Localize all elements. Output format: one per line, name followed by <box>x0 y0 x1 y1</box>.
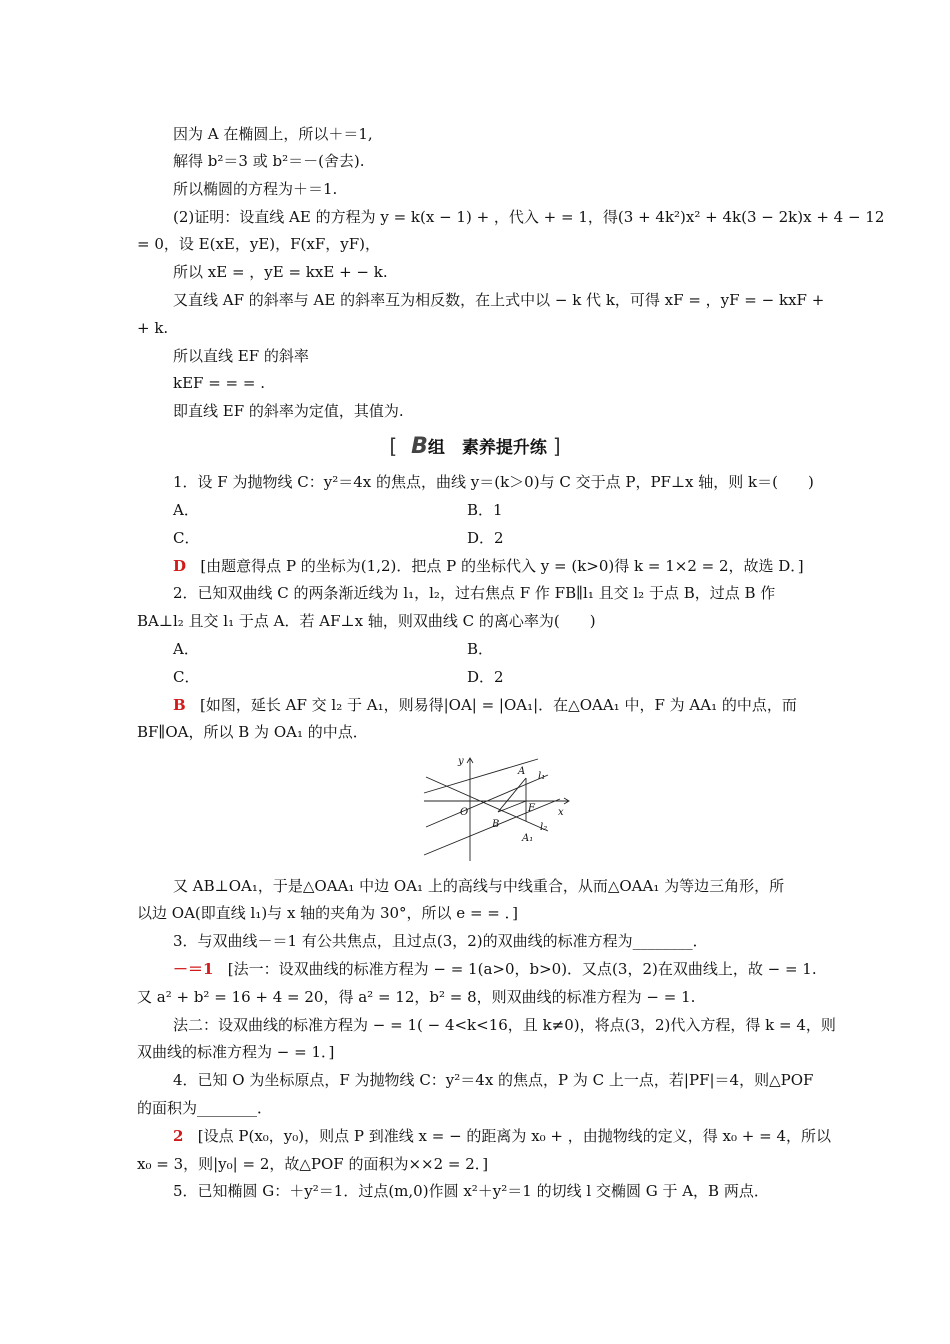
q2-option-b: B． <box>467 640 494 658</box>
q2-option-d: D．2 <box>467 668 504 686</box>
question-5-stem: 5．已知椭圆 G：＋y²＝1．过点(m,0)作圆 x²＋y²＝1 的切线 l 交椭圆 G 于 A，B 两点． <box>173 1182 769 1200</box>
q1-answer: D <box>173 557 187 575</box>
text-line: = 0，设 E(xE，yE)，F(xF，yF)， <box>137 235 380 253</box>
text-line: 因为 A 在椭圆上，所以＋＝1, <box>173 125 373 143</box>
q3-explanation: 又 a² + b² = 16 + 4 = 20，得 a² = 12，b² = 8，则双曲线的标准方程为 − = 1. <box>137 988 696 1006</box>
q2-option-a: A． <box>173 640 199 658</box>
q3-explanation: 法二：设双曲线的标准方程为 − = 1( − 4<k<16，且 k≠0)，将点(3，2)代入方程，得 k = 4，则 <box>173 1016 836 1034</box>
question-4-stem: 4．已知 O 为坐标原点，F 为抛物线 C：y²＝4x 的焦点，P 为 C 上一点，若|PF|＝4，则△POF <box>173 1071 814 1089</box>
text-line: kEF = = = . <box>173 374 265 392</box>
q1-solution <box>173 556 817 576</box>
q1-option-b: B．1 <box>467 501 503 519</box>
label-l2: l₂ <box>540 822 548 833</box>
q2-explanation: BF∥OA，所以 B 为 OA₁ 的中点． <box>137 723 368 741</box>
q3-solution <box>173 959 817 979</box>
question-2-stem: 2．已知双曲线 C 的两条渐近线为 l₁，l₂，过右焦点 F 作 FB∥l₁ 且交 l₂ 于点 B，过点 B 作 <box>173 584 776 602</box>
q4-explanation: [设点 P(x₀，y₀)，则点 P 到准线 x = − 的距离为 x₀ + ，由抛物线的定义，得 x₀ + = 4，所以 <box>197 1127 831 1145</box>
label-a: A <box>518 766 526 777</box>
q3-answer: －＝1 <box>173 960 214 978</box>
label-b: B <box>492 819 500 830</box>
question-3-stem: 3．与双曲线－＝1 有公共焦点，且过点(3，2)的双曲线的标准方程为________． <box>173 932 708 950</box>
q3-explanation: [法一：设双曲线的标准方程为 − = 1(a>0，b>0)．又点(3，2)在双曲线上，故 − = 1. <box>227 960 817 978</box>
heading-open-bracket: [ <box>389 434 398 458</box>
q1-option-d: D．2 <box>467 529 504 547</box>
question-1-stem: 1．设 F 为抛物线 C：y²＝4x 的焦点，曲线 y＝(k＞0)与 C 交于点 P，PF⊥x 轴，则 k＝( ) <box>173 473 814 491</box>
text-line: 所以直线 EF 的斜率 <box>173 347 309 365</box>
q4-explanation: x₀ = 3，则|y₀| = 2，故△POF 的面积为××2 = 2．] <box>137 1155 489 1173</box>
q2-answer: B <box>173 696 186 714</box>
text-line: 解得 b²＝3 或 b²＝－(舍去). <box>173 152 365 170</box>
label-l1: l₁ <box>538 771 546 782</box>
text-line: 又直线 AF 的斜率与 AE 的斜率互为相反数，在上式中以 − k 代 k，可得 xF = ，yF = − kxF + <box>173 291 825 309</box>
q2-explanation: 以边 OA(即直线 l₁)与 x 轴的夹角为 30°，所以 e = = ．] <box>137 904 518 922</box>
label-f: F <box>528 803 535 814</box>
q2-option-c: C． <box>173 668 200 686</box>
text-line: + k. <box>137 319 169 337</box>
q1-option-a: A． <box>173 501 199 519</box>
heading-close-bracket: ] <box>552 434 561 458</box>
label-o: O <box>460 807 469 818</box>
text-line: 即直线 EF 的斜率为定值，其值为. <box>173 402 404 420</box>
q4-solution <box>173 1126 831 1146</box>
question-2-stem: BA⊥l₂ 且交 l₁ 于点 A．若 AF⊥x 轴，则双曲线 C 的离心率为( ) <box>137 612 596 630</box>
q1-explanation: [由题意得点 P 的坐标为(1,2)．把点 P 的坐标代入 y = (k>0)得 k = 1×2 = 2，故选 D．] <box>200 557 804 575</box>
figure-svg <box>420 755 580 865</box>
text-line: (2)证明：设直线 AE 的方程为 y = k(x − 1) + ，代入 + = 1，得(3 + 4k²)x² + 4k(3 − 2k)x + 4 − 12 <box>173 208 885 226</box>
q3-explanation: 双曲线的标准方程为 − = 1．] <box>137 1043 335 1061</box>
q1-option-c: C． <box>173 529 200 547</box>
label-y: y <box>458 756 464 767</box>
q2-explanation: 又 AB⊥OA₁，于是△OAA₁ 中边 OA₁ 上的高线与中线重合，从而△OAA₁ 为等边三角形，所 <box>173 877 785 895</box>
heading-title: 组 素养提升练 <box>427 438 547 458</box>
q4-answer: 2 <box>173 1127 184 1145</box>
label-a1: A₁ <box>522 833 534 844</box>
hyperbola-figure <box>420 755 580 865</box>
section-heading <box>0 432 950 462</box>
q2-explanation: [如图，延长 AF 交 l₂ 于 A₁，则易得|OA| = |OA₁|．在△OAA₁ 中，F 为 AA₁ 的中点，而 <box>200 696 797 714</box>
text-line: 所以椭圆的方程为＋＝1. <box>173 180 338 198</box>
text-line: 所以 xE = ，yE = kxE + − k. <box>173 263 388 281</box>
heading-group-letter: B <box>411 434 428 459</box>
label-x: x <box>558 807 564 818</box>
q2-solution <box>173 695 817 715</box>
question-4-stem: 的面积为________． <box>137 1099 273 1117</box>
